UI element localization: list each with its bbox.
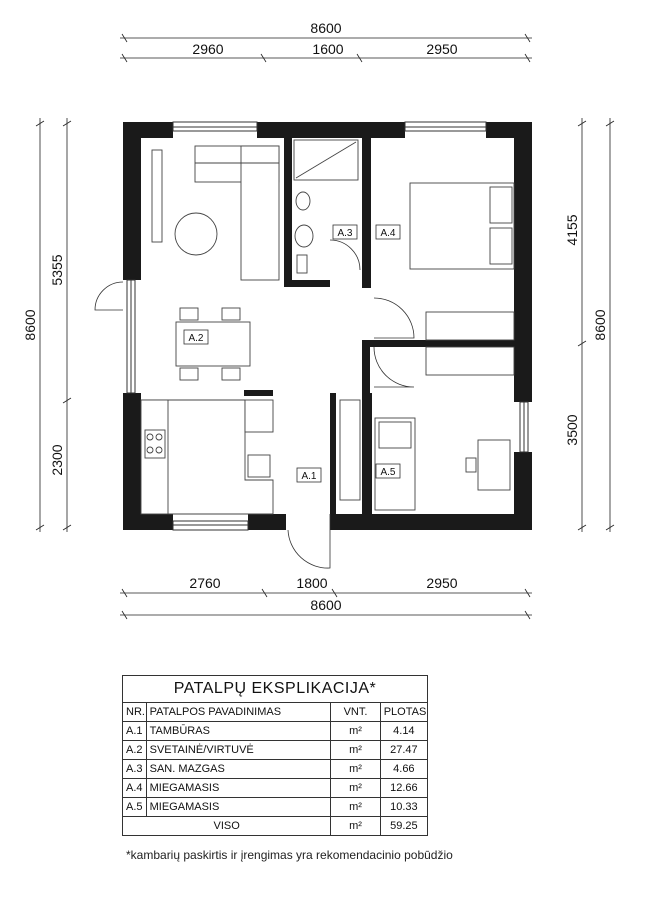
dim-bottom-total: 8600 xyxy=(310,597,342,613)
row-name: TAMBŪRAS xyxy=(146,722,331,741)
furniture xyxy=(141,140,514,514)
room-label-a4: A.4 xyxy=(380,228,396,239)
dim-bottom-seg-3: 2950 xyxy=(426,575,458,591)
row-unit: m² xyxy=(331,722,380,741)
dim-right-seg-2: 3500 xyxy=(564,414,580,446)
row-area: 10.33 xyxy=(380,798,427,817)
dim-top-seg-2: 1600 xyxy=(312,41,344,57)
total-area: 59.25 xyxy=(380,817,427,836)
explication-table-wrap xyxy=(122,675,428,836)
header-nr: NR. xyxy=(123,703,147,722)
dim-left-seg-2: 2300 xyxy=(49,444,65,476)
row-unit: m² xyxy=(331,741,380,760)
dim-right-seg-1: 4155 xyxy=(564,214,580,246)
table-row xyxy=(123,760,428,779)
row-nr: A.5 xyxy=(123,798,147,817)
row-name: MIEGAMASIS xyxy=(146,798,331,817)
explication-title: PATALPŲ EKSPLIKACIJA* xyxy=(123,676,428,703)
row-area: 4.66 xyxy=(380,760,427,779)
header-name: PATALPOS PAVADINIMAS xyxy=(146,703,331,722)
room-label-a1: A.1 xyxy=(301,471,317,482)
row-name: SAN. MAZGAS xyxy=(146,760,331,779)
table-row xyxy=(123,722,428,741)
row-name: MIEGAMASIS xyxy=(146,779,331,798)
row-unit: m² xyxy=(331,779,380,798)
table-row xyxy=(123,779,428,798)
row-nr: A.2 xyxy=(123,741,147,760)
row-area: 27.47 xyxy=(380,741,427,760)
header-area: PLOTAS xyxy=(380,703,427,722)
table-row xyxy=(123,741,428,760)
row-nr: A.1 xyxy=(123,722,147,741)
row-nr: A.3 xyxy=(123,760,147,779)
row-name: SVETAINĖ/VIRTUVĖ xyxy=(146,741,331,760)
dim-left-seg-1: 5355 xyxy=(49,254,65,286)
table-row xyxy=(123,798,428,817)
row-unit: m² xyxy=(331,760,380,779)
room-label-a3: A.3 xyxy=(337,228,353,239)
row-nr: A.4 xyxy=(123,779,147,798)
row-area: 12.66 xyxy=(380,779,427,798)
dim-right-total: 8600 xyxy=(592,309,608,341)
header-unit: VNT. xyxy=(331,703,380,722)
table-header-row xyxy=(123,703,428,722)
dim-bottom-seg-2: 1800 xyxy=(296,575,328,591)
dim-bottom-seg-1: 2760 xyxy=(189,575,221,591)
table-total-row xyxy=(123,817,428,836)
dim-top-seg-1: 2960 xyxy=(192,41,224,57)
room-label-a5: A.5 xyxy=(380,467,396,478)
row-unit: m² xyxy=(331,798,380,817)
explication-table xyxy=(122,675,428,836)
dim-left-total: 8600 xyxy=(22,309,38,341)
footnote: *kambarių paskirtis ir įrengimas yra rekomendacinio pobūdžio xyxy=(126,848,453,862)
dim-top-seg-3: 2950 xyxy=(426,41,458,57)
room-label-a2: A.2 xyxy=(188,333,204,344)
total-label: VISO xyxy=(123,817,331,836)
total-unit: m² xyxy=(331,817,380,836)
dim-top-total: 8600 xyxy=(310,20,342,36)
row-area: 4.14 xyxy=(380,722,427,741)
